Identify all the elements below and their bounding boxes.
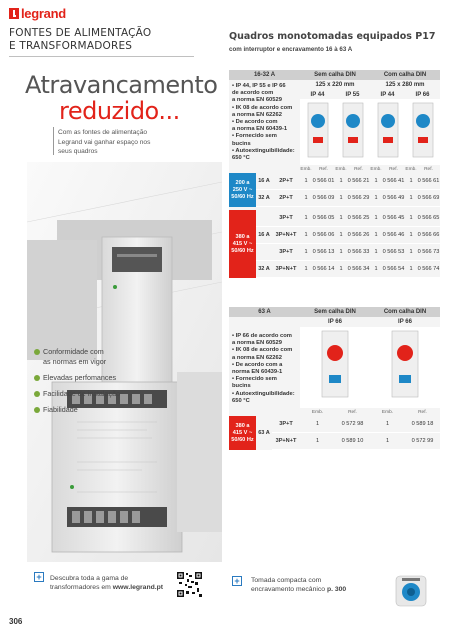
spec-line: • Autoextinguibilidade: [232,147,295,154]
page-title: Quadros monotomadas equipados P17 [229,31,436,42]
compact-socket-thumbnail [392,572,430,610]
emb-cell: 1 [315,421,320,428]
voltage-badge [229,416,256,450]
section-divider [9,56,194,57]
amp-cell: 63 A [258,430,270,437]
voltage-text: 380 a [235,233,250,240]
spec-line: a norma EN 60529 [232,97,282,104]
emb-cell: 1 [409,215,413,222]
emb-cell: 1 [409,232,413,239]
ip-label: IP 44 [380,91,395,98]
spec-line: a norma EN 62262 [232,111,282,118]
codes-header [229,408,440,416]
hero-desc-line: Legrand vai ganhar espaço nos [58,138,151,146]
emb-cell: 1 [339,195,343,202]
feature-text: Conformidade com [43,347,104,356]
code-label: Emb. [335,166,347,172]
header-sem-calha: Sem calha DIN [314,72,356,78]
ref-cell: 0 566 49 [382,195,405,202]
dimension-row [300,80,440,90]
spec-block [229,80,440,165]
legrand-logo [9,6,66,21]
spec-line: • Fornecido sem [232,133,277,140]
code-label: Ref. [348,409,357,415]
socket-box-icon [378,103,398,157]
voltage-text: 415 V ~ [232,240,253,247]
voltage-text: 250 V ~ [232,186,253,193]
poles-cell: 2P+T [279,195,293,202]
spec-line: de acordo com [232,90,274,97]
ip-label: IP 66 [415,91,430,98]
spec-block [229,317,440,408]
table-header [229,307,440,317]
ref-cell: 0 589 10 [341,438,364,445]
amp-cell: 32 A [258,266,270,273]
emb-cell: 1 [304,266,308,273]
emb-cell: 1 [385,438,390,445]
ref-cell: 0 566 61 [417,178,440,185]
footer-text: Descubra toda a gama de [50,575,129,582]
section-title-line1: FONTES DE ALIMENTAÇÃO [9,27,152,39]
logo-text: legrand [21,6,66,21]
table-row [256,261,440,278]
hero-divider [53,127,54,155]
ip-label: IP 66 [398,319,412,325]
footer-right-note [251,576,346,594]
ref-cell: 0 566 21 [347,178,370,185]
bullet-icon [34,375,40,381]
table-row [256,173,440,190]
ref-cell: 0 566 73 [417,249,440,256]
code-label: Emb. [300,166,312,172]
spec-line: • IP 66 de acordo com [232,333,292,339]
ref-cell: 0 566 01 [312,178,335,185]
table-row [256,210,440,227]
poles-cell: 3P+T [279,249,293,256]
emb-cell: 1 [304,249,308,256]
bullet-icon [34,349,40,355]
emb-cell: 1 [304,232,308,239]
voltage-text: 415 V ~ [232,429,253,436]
table-header [229,70,440,80]
features-list [34,347,120,421]
amp-cell: 32 A [258,195,270,202]
spec-line: • IK 08 de acordo com [232,347,293,354]
socket-box-icon [392,331,418,397]
emb-cell: 1 [409,249,413,256]
header-sem-calha: Sem calha DIN [314,309,356,315]
plus-icon: + [34,572,44,582]
spec-line: a norma EN 62262 [232,354,282,361]
code-label: Emb. [370,166,382,172]
product-images [300,317,440,408]
code-label: Ref. [418,409,427,415]
section-title [9,27,151,53]
code-label: Emb. [405,166,417,172]
emb-cell: 1 [339,215,343,222]
header-range: 16-32 A [253,72,276,78]
feature-text: Fiabilidade [43,405,78,414]
ref-cell: 0 566 33 [347,249,370,256]
voltage-text: 50/60 Hz [231,247,254,254]
feature-text: Facilidade de instalação [43,389,121,398]
spec-line: 650 °C [232,397,250,404]
logo-mark-icon [9,8,19,19]
list-item [34,405,120,415]
spec-line: • IP 44, IP 55 e IP 66 [232,83,286,89]
ref-cell: 0 566 66 [417,232,440,239]
socket-box-images [300,99,440,162]
emb-cell: 1 [409,195,413,202]
emb-cell: 1 [339,249,343,256]
ip-label: IP 44 [310,91,325,98]
poles-cell: 3P+N+T [275,266,297,273]
website-link[interactable]: www.legrand.pt [112,584,164,591]
spec-line: • De acordo com [232,119,278,126]
spec-line: norma EN 60439-1 [232,369,283,376]
ref-cell: 0 566 09 [312,195,335,202]
emb-cell: 1 [339,266,343,273]
socket-box-icon [308,103,328,157]
socket-box-icon [322,331,348,397]
socket-box-icon [413,103,433,157]
voltage-text: 380 a [235,422,250,429]
code-label: Ref. [424,166,433,172]
rows-group-63a [229,416,440,450]
page-number: 306 [9,617,23,626]
emb-cell: 1 [409,266,413,273]
emb-cell: 1 [374,178,378,185]
code-label: Emb. [311,409,324,415]
poles-cell: 3P+N+T [275,438,297,445]
bullet-icon [34,407,40,413]
page-reference-link[interactable]: p. 300 [326,586,347,593]
qr-code-icon[interactable] [177,572,202,597]
footer-text: transformadores em [50,584,113,591]
spec-line: • Fornecido sem bucins [232,376,277,390]
feature-text: Elevadas perfomances [43,373,117,382]
ref-cell: 0 572 98 [341,421,364,428]
list-item [34,389,120,399]
ref-cell: 0 566 41 [382,178,405,185]
spec-line: • IK 08 de acordo com [232,104,293,111]
emb-cell: 1 [374,266,378,273]
header-range: 63 A [258,309,271,315]
header-com-calha: Com calha DIN [383,72,427,78]
emb-cell: 1 [304,215,308,222]
hero-desc-line: Com as fontes de alimentação [58,129,148,136]
spec-line: a norma EN 60529 [232,340,282,347]
emb-cell: 1 [339,232,343,239]
emb-cell: 1 [374,249,378,256]
ref-cell: 0 566 06 [312,232,335,239]
emb-cell: 1 [385,421,390,428]
ref-cell: 0 566 29 [347,195,370,202]
voltage-badge [229,173,256,207]
voltage-badge [229,210,256,278]
table-row [272,416,440,433]
emb-cell: 1 [374,232,378,239]
emb-cell: 1 [304,195,308,202]
ref-cell: 0 566 34 [347,266,370,273]
ip-row [300,317,440,327]
ref-cell: 0 566 65 [417,215,440,222]
poles-cell: 2P+T [279,178,293,185]
section-title-line2: E TRANSFORMADORES [9,40,133,52]
poles-cell: 3P+N+T [275,232,297,239]
code-label: Ref. [354,166,363,172]
socket-box-icon [343,103,363,157]
footer-text: Tomada compacta com [251,577,322,584]
ref-cell: 0 566 53 [382,249,405,256]
code-label: Ref. [319,166,328,172]
poles-cell: 3P+T [279,421,293,428]
emb-cell: 1 [304,178,308,185]
ip-row [300,90,440,99]
code-label: Emb. [381,409,394,415]
spec-line: • Autoextinguibilidade: [232,390,295,397]
spec-list [229,80,300,165]
code-label: Ref. [389,166,398,172]
emb-cell: 1 [339,178,343,185]
list-item [34,347,120,367]
header-com-calha: Com calha DIN [383,309,427,315]
page-subtitle: com interruptor e encravamento 16 à 63 A [229,46,353,53]
hero-desc-line: seus quadros [58,148,98,155]
ref-cell: 0 566 05 [312,215,335,222]
table-row [256,244,440,261]
amp-cell: 16 A [258,178,270,185]
spec-line: 650 °C [232,155,250,162]
ref-cell: 0 566 14 [312,266,335,273]
ref-cell: 0 589 18 [411,421,434,428]
product-table-16-32a [229,70,440,278]
spec-line: a norma EN 60439-1 [232,126,288,133]
poles-cell: 3P+T [279,215,293,222]
voltage-text: 50/60 Hz [231,436,254,443]
voltage-text: 200 a [235,179,250,186]
ref-cell: 0 566 45 [382,215,405,222]
product-images [300,80,440,165]
spec-list [229,317,300,408]
hero-description [58,128,150,157]
plus-icon: + [232,576,242,586]
list-item [34,373,120,383]
codes-header [229,165,440,173]
footer-text: encravamento mecânico [251,586,327,593]
ref-cell: 0 566 26 [347,232,370,239]
ref-cell: 0 566 46 [382,232,405,239]
spec-line: bucins [232,140,251,147]
ref-cell: 0 566 54 [382,266,405,273]
ip-label: IP 66 [328,319,342,325]
dim-com: 125 x 280 mm [385,82,425,88]
table-row [272,433,440,450]
emb-cell: 1 [315,438,320,445]
voltage-text: 50/60 Hz [231,193,254,200]
ref-cell: 0 566 25 [347,215,370,222]
ref-cell: 0 566 74 [417,266,440,273]
emb-cell: 1 [409,178,413,185]
emb-cell: 1 [374,195,378,202]
footer-left-note [50,574,163,592]
emb-cell: 1 [374,215,378,222]
table-row [256,227,440,244]
bullet-icon [34,391,40,397]
ref-cell: 0 572 99 [411,438,434,445]
spec-line: • De acordo com a [232,361,283,368]
socket-box-images [300,327,440,403]
table-row [256,190,440,207]
ref-cell: 0 566 69 [417,195,440,202]
rows-group-400v [229,210,440,278]
hero-line2: reduzido... [59,97,180,125]
rows-group-230v [229,173,440,207]
amp-cell: 16 A [258,232,270,239]
product-table-63a [229,307,440,450]
ip-label: IP 55 [345,91,360,98]
feature-text: as normas em vigor [43,357,107,366]
ref-cell: 0 566 13 [312,249,335,256]
dim-sem: 125 x 220 mm [315,82,355,88]
hero-line1: Atravancamento [25,71,218,99]
